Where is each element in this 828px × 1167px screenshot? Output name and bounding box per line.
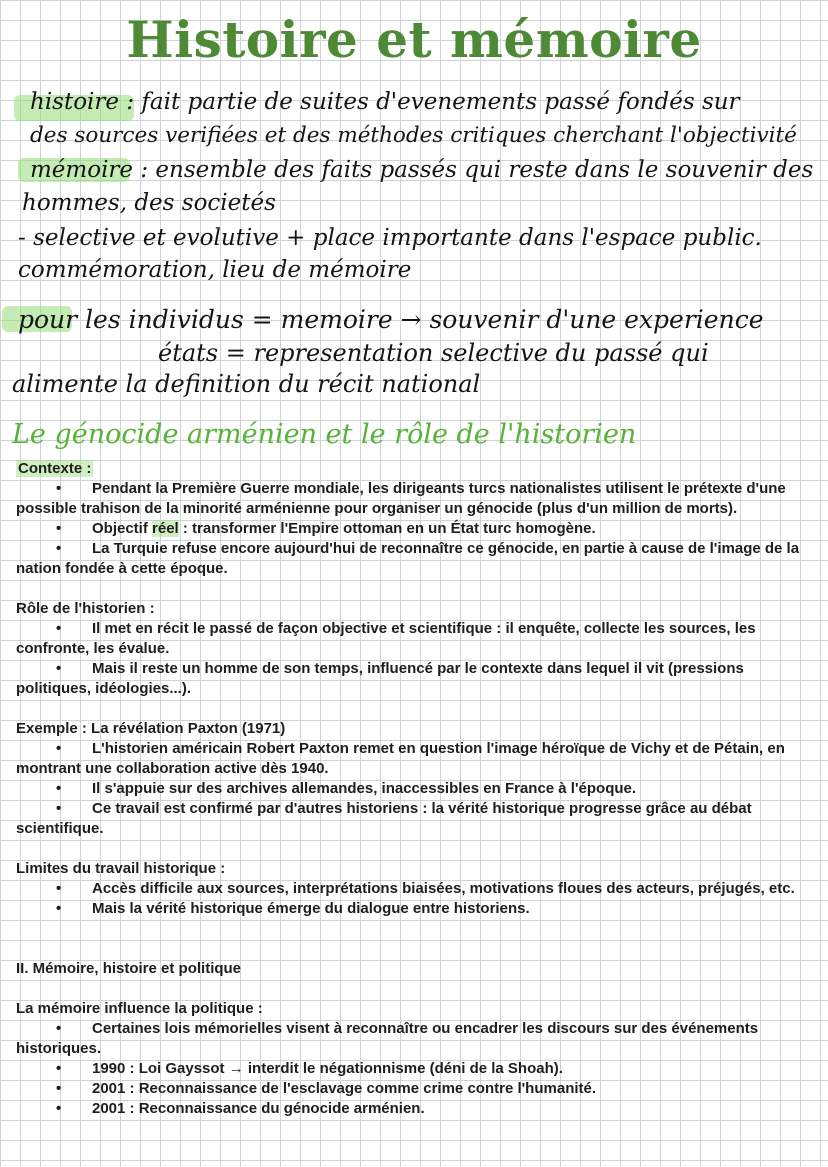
definition-histoire: : fait partie de suites d'evenements passé fondés sur xyxy=(126,89,740,115)
list-item: • Mais la vérité historique émerge du dialogue entre historiens. xyxy=(56,900,530,917)
note-line: - selective et evolutive + place importante dans l'espace public. xyxy=(18,225,762,251)
list-item: • Il s'appuie sur des archives allemandes, inaccessibles en France à l'époque. xyxy=(56,780,637,797)
list-item: • Ce travail est confirmé par d'autres historiens : la vérité historique progresse grâce au débat scientifique. xyxy=(16,800,752,837)
part2-label: La mémoire influence la politique : xyxy=(16,1000,263,1017)
limites-label: Limites du travail historique : xyxy=(16,860,226,877)
exemple-label: Exemple : La révélation Paxton (1971) xyxy=(16,720,286,737)
list-item: • 1990 : Loi Gayssot → interdit le négationnisme (déni de la Shoah). xyxy=(56,1060,563,1077)
page-title: Histoire et mémoire xyxy=(126,10,702,69)
note-line: états = representation selective du passé qui xyxy=(158,339,709,367)
list-item: • Objectif réel : transformer l'Empire ottoman en un État turc homogène. xyxy=(56,520,596,537)
list-item: • Certaines lois mémorielles visent à reconnaître ou encadrer les discours sur des événements historiques. xyxy=(16,1020,759,1057)
note-line: des sources verifiées et des méthodes critiques cherchant l'objectivité xyxy=(30,123,797,148)
term-memoire: mémoire xyxy=(30,157,134,183)
list-item: • L'historien américain Robert Paxton remet en question l'image héroïque de Vichy et de Pétain, en montrant une collaboration active dès 1940. xyxy=(16,740,785,777)
list-item: • Il met en récit le passé de façon objective et scientifique : il enquête, collecte les sources, les confronte, les évalue. xyxy=(16,620,756,657)
note-line: hommes, des societés xyxy=(22,190,276,216)
note-line: commémoration, lieu de mémoire xyxy=(18,257,412,283)
note-line: pour les individus = memoire → souvenir d'une experience xyxy=(18,305,764,334)
list-item: • 2001 : Reconnaissance du génocide arménien. xyxy=(56,1100,425,1117)
role-label: Rôle de l'historien : xyxy=(16,600,155,617)
definition-memoire: : ensemble des faits passés qui reste dans le souvenir des xyxy=(140,157,814,183)
list-item: • Mais il reste un homme de son temps, influencé par le contexte dans lequel il vit (pressions politiques, idéologies...). xyxy=(16,660,744,697)
part2-heading: II. Mémoire, histoire et politique xyxy=(16,960,242,977)
list-item: • 2001 : Reconnaissance de l'esclavage comme crime contre l'humanité. xyxy=(56,1080,597,1097)
list-item: • Pendant la Première Guerre mondiale, les dirigeants turcs nationalistes utilisent le prétexte d'une possible trahison de la minorité arménienne pour organiser un génocide (plus d'un million de morts). xyxy=(16,480,786,517)
note-line: alimente la definition du récit national xyxy=(12,370,481,398)
note-line-memoire xyxy=(30,156,813,184)
section-heading-genocide: Le génocide arménien et le rôle de l'historien xyxy=(12,419,637,450)
term-histoire: histoire xyxy=(30,89,120,115)
list-item: • La Turquie refuse encore aujourd'hui de reconnaître ce génocide, en partie à cause de l'image de la nation fondée à cette époque. xyxy=(16,540,800,577)
list-item: • Accès difficile aux sources, interprétations biaisées, motivations floues des acteurs, préjugés, etc. xyxy=(56,880,795,897)
note-line-histoire xyxy=(30,88,740,116)
typed-notes xyxy=(16,459,806,1119)
contexte-label: Contexte : xyxy=(18,460,92,477)
